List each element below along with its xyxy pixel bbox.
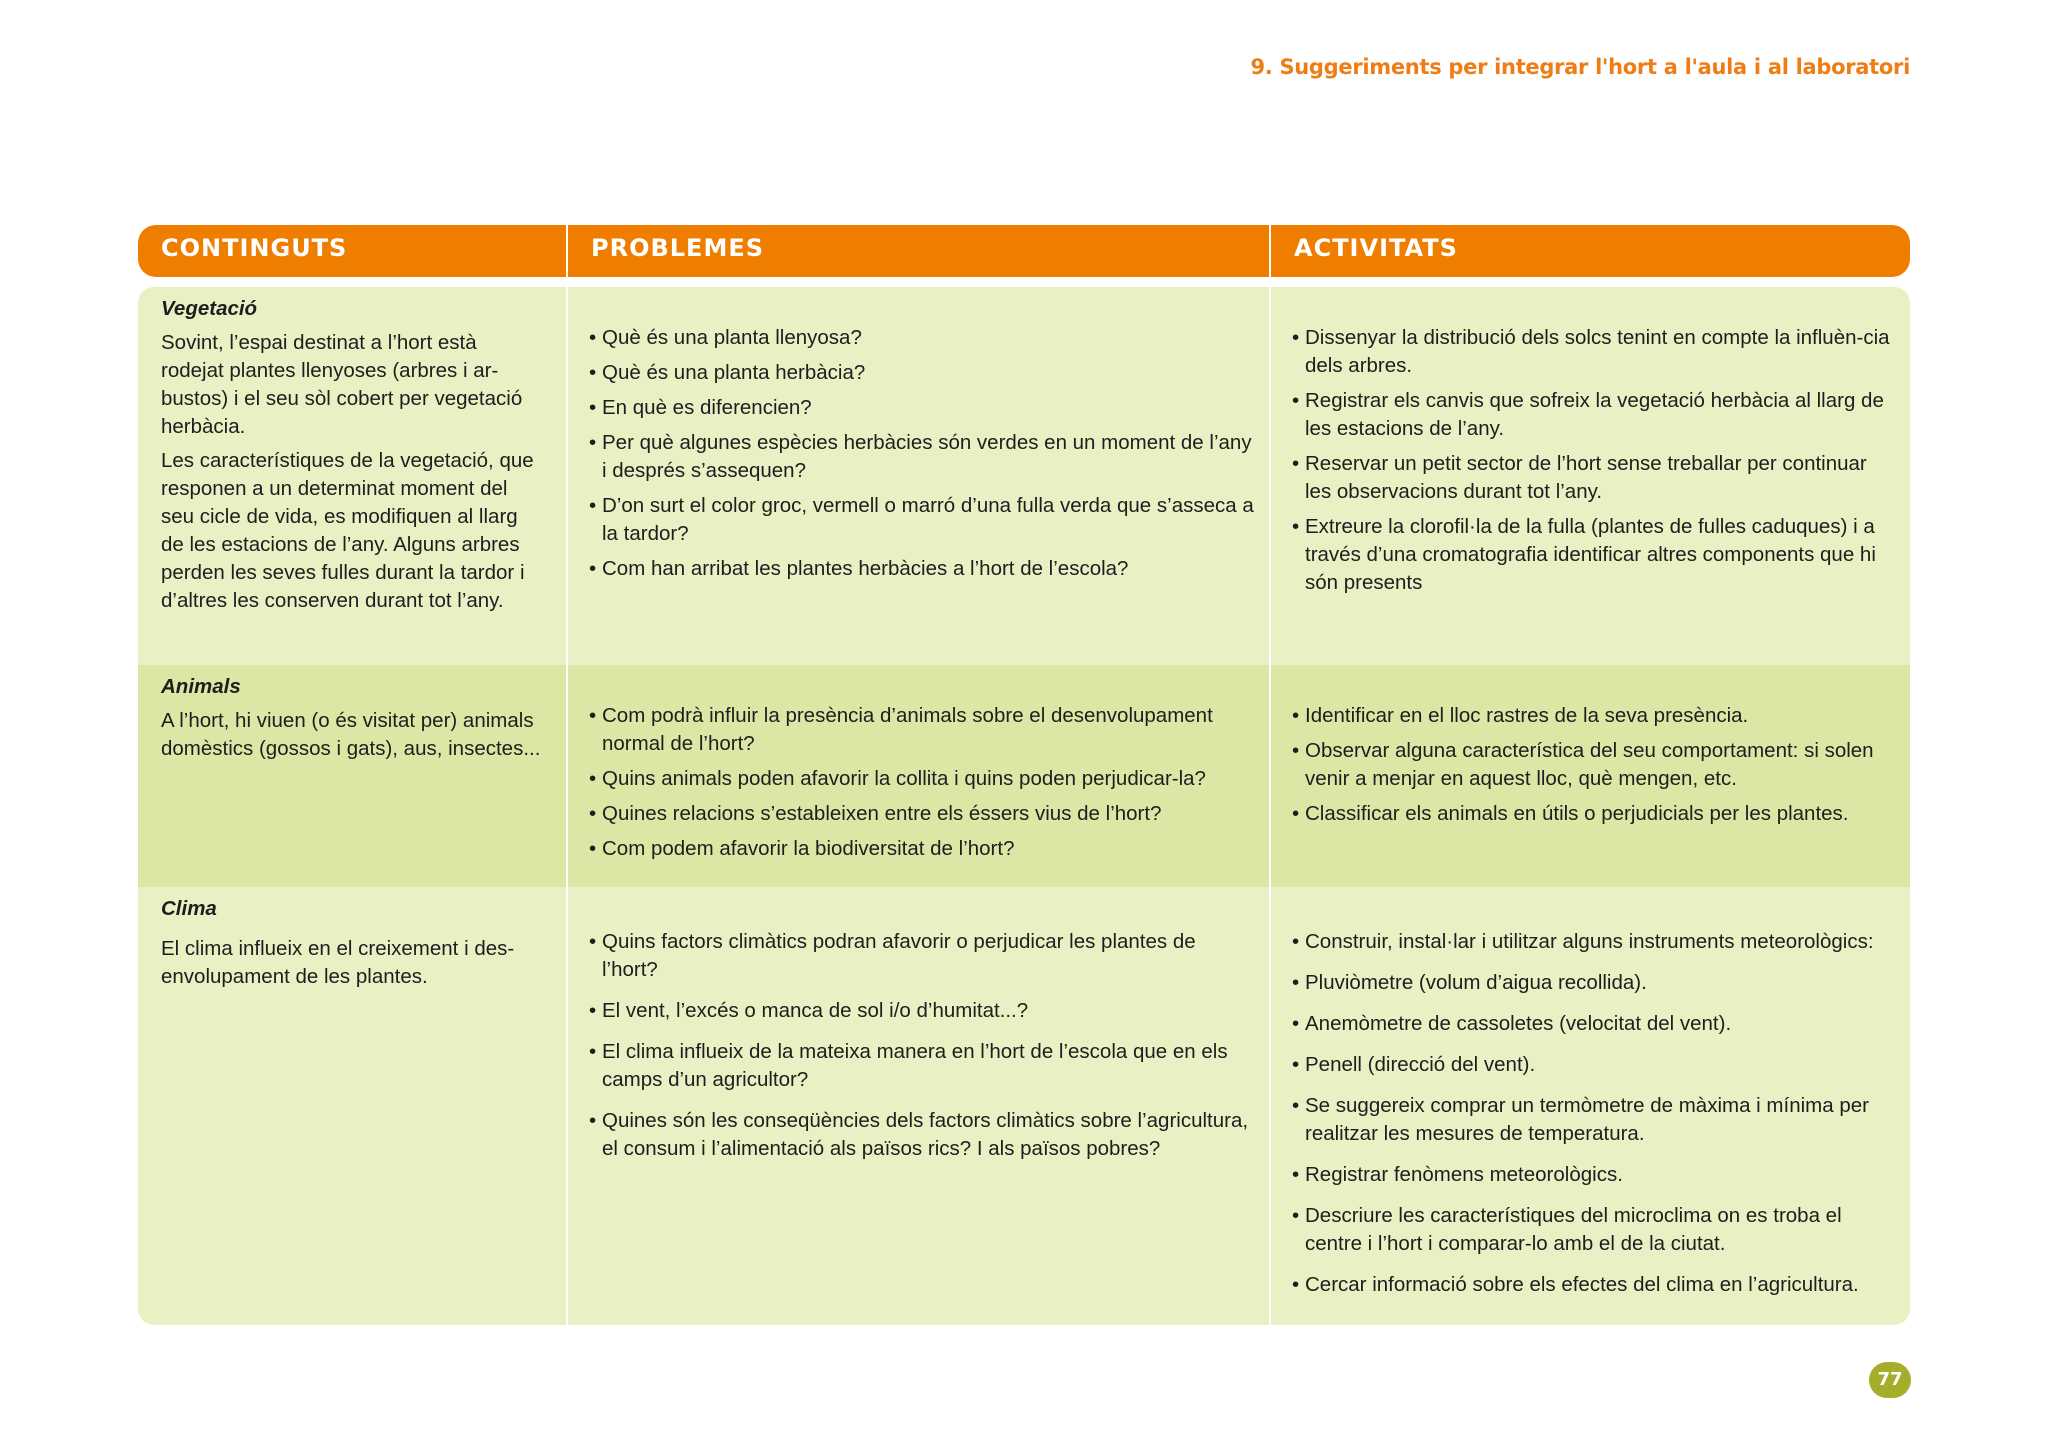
list-item: • Pluviòmetre (volum d’aigua recollida). [1292,969,1898,997]
list-item: • El vent, l’excés o manca de sol i/o d’humitat...? [589,997,1255,1025]
list-item: • Quins animals poden afavorir la collita i quins poden perjudicar-la? [589,765,1255,793]
list-item: • Anemòmetre de cassoletes (velocitat del vent). [1292,1010,1898,1038]
list-item: • Extreure la clorofil·la de la fulla (plantes de fulles caduques) i a través d’una cromatografia identificar altres components que hi són presents [1292,513,1898,597]
paragraph: Les característiques de la vegetació, que responen a un determinat moment del seu cicle de vida, es modifiquen al llarg de les estacions de l’any. Alguns arbres perden les seves fulles durant la tardor i d’altres les conserven durant tot l’any. [161,449,534,612]
problems-list [589,324,1255,583]
animals-activities-cell [1271,665,1910,887]
list-item: • Quines són les conseqüències dels factors climàtics sobre l’agricultura, el consum i l’alimentació als països rics? I als països pobres? [589,1107,1255,1163]
table-header [138,225,1910,277]
list-item: • Com podem afavorir la biodiversitat de l’hort? [589,835,1255,863]
vegetation-activities-cell [1271,287,1910,665]
list-item: • Penell (direcció del vent). [1292,1051,1898,1079]
climate-contents-cell [138,887,568,1325]
vegetation-contents-cell [138,287,568,665]
list-item: • Observar alguna característica del seu comportament: si solen venir a menjar en aquest lloc, què mengen, etc. [1292,737,1898,793]
list-item: • El clima influeix de la mateixa manera en l’hort de l’escola que en els camps d’un agricultor? [589,1038,1255,1094]
list-item: • Descriure les característiques del microclima on es troba el centre i l’hort i comparar-lo amb el de la ciutat. [1292,1202,1898,1258]
list-item: • Quins factors climàtics podran afavorir o perjudicar les plantes de l’hort? [589,928,1255,984]
activities-list [1292,702,1898,828]
paragraph: A l’hort, hi viuen (o és visitat per) animals domèstics (gossos i gats), aus, insectes... [161,709,541,760]
activities-list [1292,324,1898,597]
section-title-vegetation: Vegetació [161,297,258,320]
list-item: • Dissenyar la distribució dels solcs tenint en compte la influèn-cia dels arbres. [1292,324,1898,380]
vegetation-problems-cell [568,287,1271,665]
header-activities: ACTIVITATS [1294,234,1458,262]
animals-contents-cell [138,665,568,887]
running-head: 9. Suggeriments per integrar l'hort a l'aula i al laboratori [1250,55,1910,79]
section-title-animals: Animals [161,675,241,698]
paragraph: El clima influeix en el creixement i des-envolupament de les plantes. [161,937,515,988]
list-item: • Què és una planta herbàcia? [589,359,1255,387]
list-item: • Se suggereix comprar un termòmetre de màxima i mínima per realitzar les mesures de temperatura. [1292,1092,1898,1148]
list-item: • Què és una planta llenyosa? [589,324,1255,352]
list-item: • Registrar fenòmens meteorològics. [1292,1161,1898,1189]
content-table [138,225,1910,1325]
header-contents: CONTINGUTS [138,225,568,277]
climate-activities-cell [1271,887,1910,1325]
problems-list [589,928,1255,1163]
list-item: • Construir, instal·lar i utilitzar alguns instruments meteorològics: [1292,928,1898,956]
problems-list [589,702,1255,863]
animals-problems-cell [568,665,1271,887]
climate-problems-cell [568,887,1271,1325]
header-problems: PROBLEMES [568,225,1271,277]
list-item: • Com han arribat les plantes herbàcies a l’hort de l’escola? [589,555,1255,583]
list-item: • Per què algunes espècies herbàcies són verdes en un moment de l’any i després s’assequen? [589,429,1255,485]
list-item: • Classificar els animals en útils o perjudicials per les plantes. [1292,800,1898,828]
page-number-badge: 77 [1869,1362,1911,1398]
paragraph: Sovint, l’espai destinat a l’hort està rodejat plantes llenyoses (arbres i ar-bustos) i el seu sòl cobert per vegetació herbàcia. [161,331,523,438]
list-item: • D’on surt el color groc, vermell o marró d’una fulla verda que s’asseca a la tardor? [589,492,1255,548]
list-item: • Com podrà influir la presència d’animals sobre el desenvolupament normal de l’hort? [589,702,1255,758]
list-item: • Cercar informació sobre els efectes del clima en l’agricultura. [1292,1271,1898,1299]
list-item: • Registrar els canvis que sofreix la vegetació herbàcia al llarg de les estacions de l’any. [1292,387,1898,443]
list-item: • Reservar un petit sector de l’hort sense treballar per continuar les observacions durant tot l’any. [1292,450,1898,506]
list-item: • En què es diferencien? [589,394,1255,422]
list-item: • Identificar en el lloc rastres de la seva presència. [1292,702,1898,730]
section-title-climate: Clima [161,897,217,920]
activities-list [1292,928,1898,1299]
list-item: • Quines relacions s’estableixen entre els éssers vius de l’hort? [589,800,1255,828]
